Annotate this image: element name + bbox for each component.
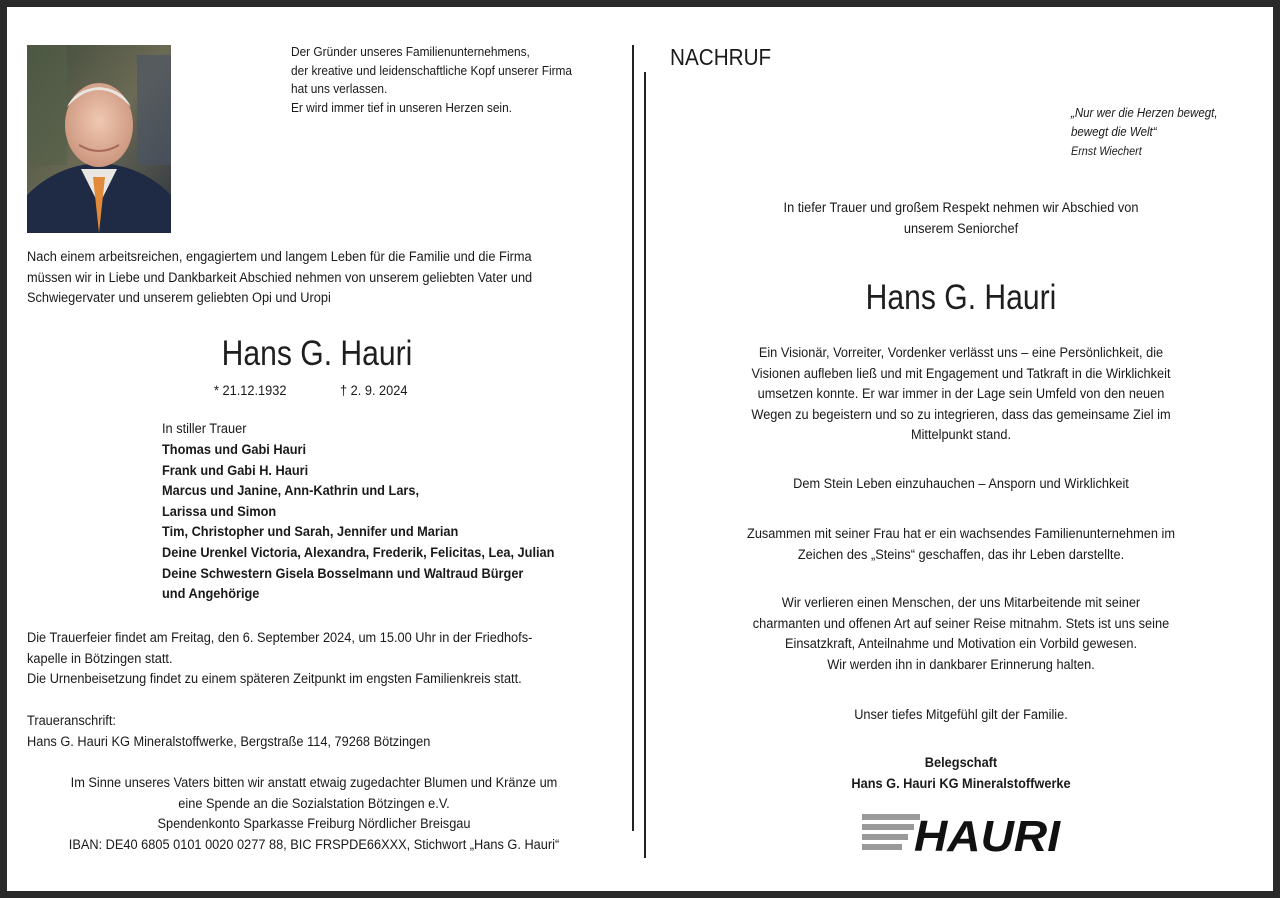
portrait-photo: [27, 45, 171, 233]
quote-text: „Nur wer die Herzen bewegt, bewegt die Welt“: [1071, 105, 1218, 139]
tribute-paragraph-5: Unser tiefes Mitgefühl gilt der Familie.: [854, 707, 1068, 723]
mourners-list: Thomas und Gabi Hauri Frank und Gabi H. Hauri Marcus und Janine, Ann-Kathrin und Lars, Larissa und Simon Tim, Christopher und Sarah, Jennifer und Marian Deine Urenkel Victoria, Alexandra, Frederik, Felicitas, Lea, Julian Deine Schwestern Gisela Bosselmann und Waltraud Bürger und Angehörige: [162, 442, 555, 603]
tribute-paragraph-2: Dem Stein Leben einzuhauchen – Ansporn und Wirklichkeit: [793, 476, 1129, 492]
tribute-paragraph-3: Zusammen mit seiner Frau hat er ein wachsendes Familienunternehmen im Zeichen des „Steins“ geschaffen, das ihr Leben darstellte.: [747, 526, 1175, 563]
portrait-image: [27, 45, 171, 233]
birth-date: * 21.12.1932: [214, 383, 287, 399]
mourning-intro: In stiller Trauer: [162, 421, 247, 437]
deceased-name-left: Hans G. Hauri: [221, 334, 413, 373]
right-intro: In tiefer Trauer und großem Respekt nehmen wir Abschied von unserem Seniorchef: [783, 200, 1139, 237]
logo-text: HAURI: [914, 812, 1061, 854]
death-date: † 2. 9. 2024: [340, 383, 408, 399]
hauri-logo: [862, 810, 1062, 854]
nachruf-heading: NACHRUF: [670, 44, 772, 70]
ceremony-info: Die Trauerfeier findet am Freitag, den 6. September 2024, um 15.00 Uhr in der Friedhofs- kapelle in Bötzingen statt. Die Urnenbeisetzung findet zu einem späteren Zeitpunkt im engsten Familienkreis statt.: [27, 630, 533, 688]
address-label: Traueranschrift:: [27, 713, 116, 729]
signature: Belegschaft Hans G. Hauri KG Mineralstoffwerke: [851, 755, 1071, 792]
donation-info: Im Sinne unseres Vaters bitten wir anstatt etwaig zugedachter Blumen und Kränze um eine Spende an die Sozialstation Bötzingen e.V. Spendenkonto Sparkasse Freiburg Nördlicher Breisgau IBAN: DE40 6805 0101 0020 0277 88, BIC FRSPDE66XXX, Stichwort „Hans G. Hauri“: [68, 775, 560, 853]
deceased-name-right: Hans G. Hauri: [865, 278, 1057, 317]
tribute-paragraph-1: Ein Visionär, Vorreiter, Vordenker verlässt uns – eine Persönlichkeit, die Visionen aufleben ließ und mit Engagement und Tatkraft in die Wirklichkeit umsetzen konnte. Er war immer in der Lage sein Umfeld von den neuen Wegen zu begeistern und so zu integrieren, dass das gemeinsame Ziel im Mittelpunkt stand.: [751, 345, 1171, 444]
intro-text: Der Gründer unseres Familienunternehmens, der kreative und leidenschaftliche Kopf unserer Firma hat uns verlassen. Er wird immer tief in unseren Herzen sein.: [291, 44, 573, 115]
tribute-paragraph-4: Wir verlieren einen Menschen, der uns Mitarbeitende mit seiner charmanten und offenen Art auf seiner Reise mitnahm. Stets ist uns seine Einsatzkraft, Anteilnahme und Motivation ein Vorbild gewesen. Wir werden ihn in dankbarer Erinnerung halten.: [752, 595, 1170, 673]
mourning-address: Hans G. Hauri KG Mineralstoffwerke, Bergstraße 114, 79268 Bötzingen: [27, 734, 431, 750]
quote-author: Ernst Wiechert: [1071, 144, 1142, 158]
column-divider-left: [632, 45, 634, 831]
opening-paragraph: Nach einem arbeitsreichen, engagiertem und langem Leben für die Familie und die Firma müssen wir in Liebe und Dankbarkeit Abschied nehmen von unserem geliebten Vater und Schwiegervater und unserem geliebten Opi und Uropi: [27, 249, 533, 307]
column-divider-right: [644, 72, 646, 858]
